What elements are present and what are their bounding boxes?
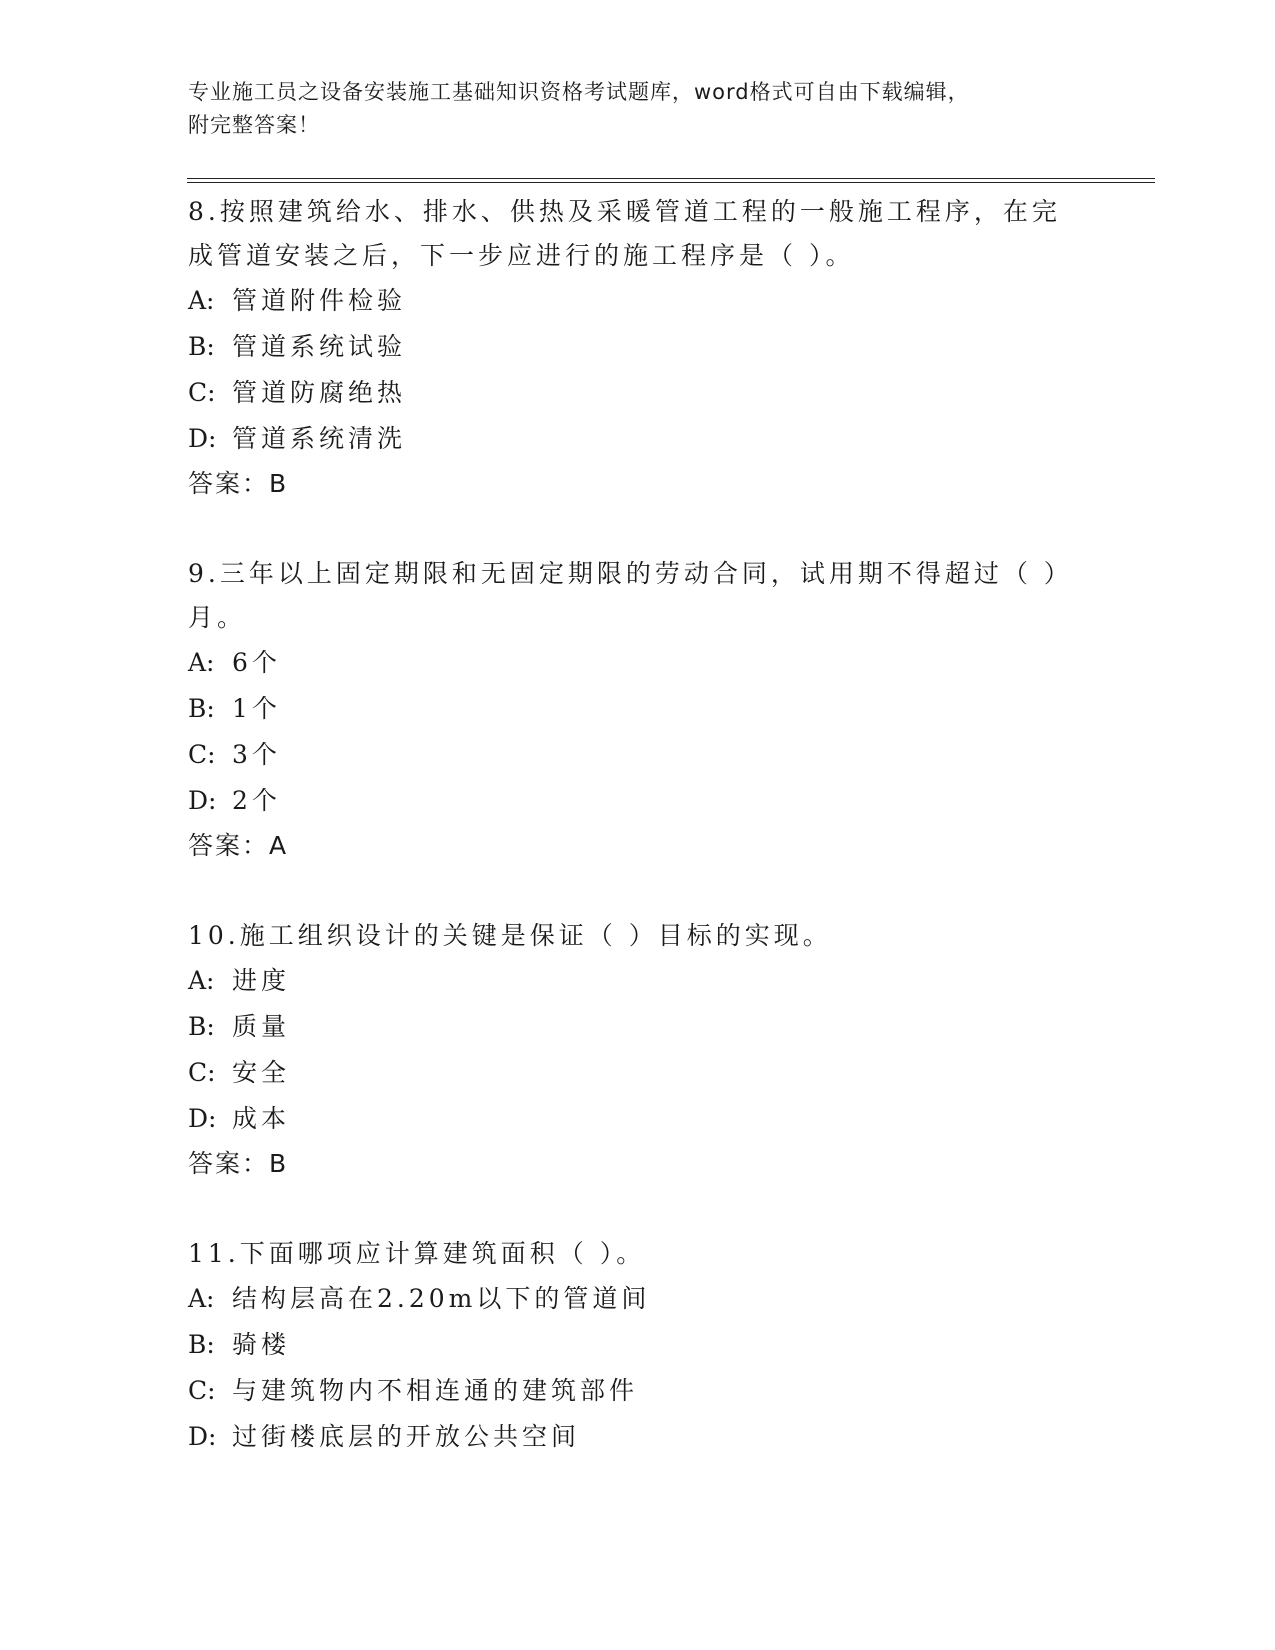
question-8: [188, 190, 1088, 506]
question-stem-line-1: 11.下面哪项应计算建筑面积（ ）。: [188, 1239, 646, 1268]
question-9: [188, 552, 1088, 868]
question-stem-line-2: 月。: [188, 603, 247, 632]
option-d: [188, 1096, 1088, 1142]
option-letter: A:: [188, 966, 215, 995]
question-stem-line-1: 9.三年以上固定期限和无固定期限的劳动合同，试用期不得超过（ ）: [188, 559, 1073, 588]
option-text: 1个: [232, 694, 281, 723]
header-title-line-2: 附完整答案！: [188, 113, 320, 137]
document-header: [188, 76, 1068, 142]
option-text: 管道附件检验: [232, 286, 407, 315]
option-letter: C:: [188, 1376, 216, 1405]
option-text: 6个: [232, 648, 281, 677]
option-text: 管道系统清洗: [232, 424, 407, 453]
option-text: 2个: [232, 786, 281, 815]
option-a: [188, 1276, 1088, 1322]
option-text: 结构层高在2.20m以下的管道间: [232, 1284, 651, 1313]
option-c: [188, 1368, 1088, 1414]
option-letter: A:: [188, 1284, 215, 1313]
question-stem-line-1: 8.按照建筑给水、排水、供热及采暖管道工程的一般施工程序，在完: [188, 197, 1061, 226]
header-title-line-1: 专业施工员之设备安装施工基础知识资格考试题库，word格式可自由下载编辑，: [188, 80, 970, 104]
question-11: [188, 1232, 1088, 1460]
option-text: 3个: [232, 740, 281, 769]
option-a: [188, 958, 1088, 1004]
header-divider-top: [187, 178, 1155, 179]
option-letter: D:: [188, 786, 217, 815]
option-text: 成本: [232, 1104, 291, 1133]
option-c: [188, 1050, 1088, 1096]
option-letter: C:: [188, 1058, 216, 1087]
option-text: 管道系统试验: [232, 332, 407, 361]
option-d: [188, 1414, 1088, 1460]
answer-line: 答案：B: [188, 469, 289, 498]
option-a: [188, 640, 1088, 686]
option-d: [188, 778, 1088, 824]
option-d: [188, 416, 1088, 462]
option-c: [188, 370, 1088, 416]
option-letter: A:: [188, 648, 215, 677]
option-b: [188, 1322, 1088, 1368]
question-stem-line-2: 成管道安装之后，下一步应进行的施工程序是（ ）。: [188, 241, 855, 270]
answer-line: 答案：A: [188, 831, 289, 860]
option-b: [188, 324, 1088, 370]
option-b: [188, 686, 1088, 732]
header-divider-bottom: [187, 182, 1155, 183]
option-letter: D:: [188, 1422, 217, 1451]
option-letter: C:: [188, 378, 216, 407]
option-text: 过街楼底层的开放公共空间: [232, 1422, 581, 1451]
question-10: [188, 914, 1088, 1186]
option-letter: B:: [188, 1012, 215, 1041]
option-text: 与建筑物内不相连通的建筑部件: [232, 1376, 639, 1405]
option-letter: D:: [188, 1104, 217, 1133]
option-c: [188, 732, 1088, 778]
option-text: 质量: [232, 1012, 291, 1041]
option-text: 骑楼: [232, 1330, 291, 1359]
option-text: 进度: [232, 966, 291, 995]
option-letter: A:: [188, 286, 215, 315]
option-letter: D:: [188, 424, 217, 453]
option-text: 管道防腐绝热: [232, 378, 407, 407]
answer-line: 答案：B: [188, 1149, 289, 1178]
option-a: [188, 278, 1088, 324]
question-stem-line-1: 10.施工组织设计的关键是保证（ ）目标的实现。: [188, 921, 832, 950]
option-letter: B:: [188, 1330, 215, 1359]
option-letter: B:: [188, 332, 215, 361]
option-b: [188, 1004, 1088, 1050]
option-text: 安全: [232, 1058, 291, 1087]
option-letter: C:: [188, 740, 216, 769]
option-letter: B:: [188, 694, 215, 723]
